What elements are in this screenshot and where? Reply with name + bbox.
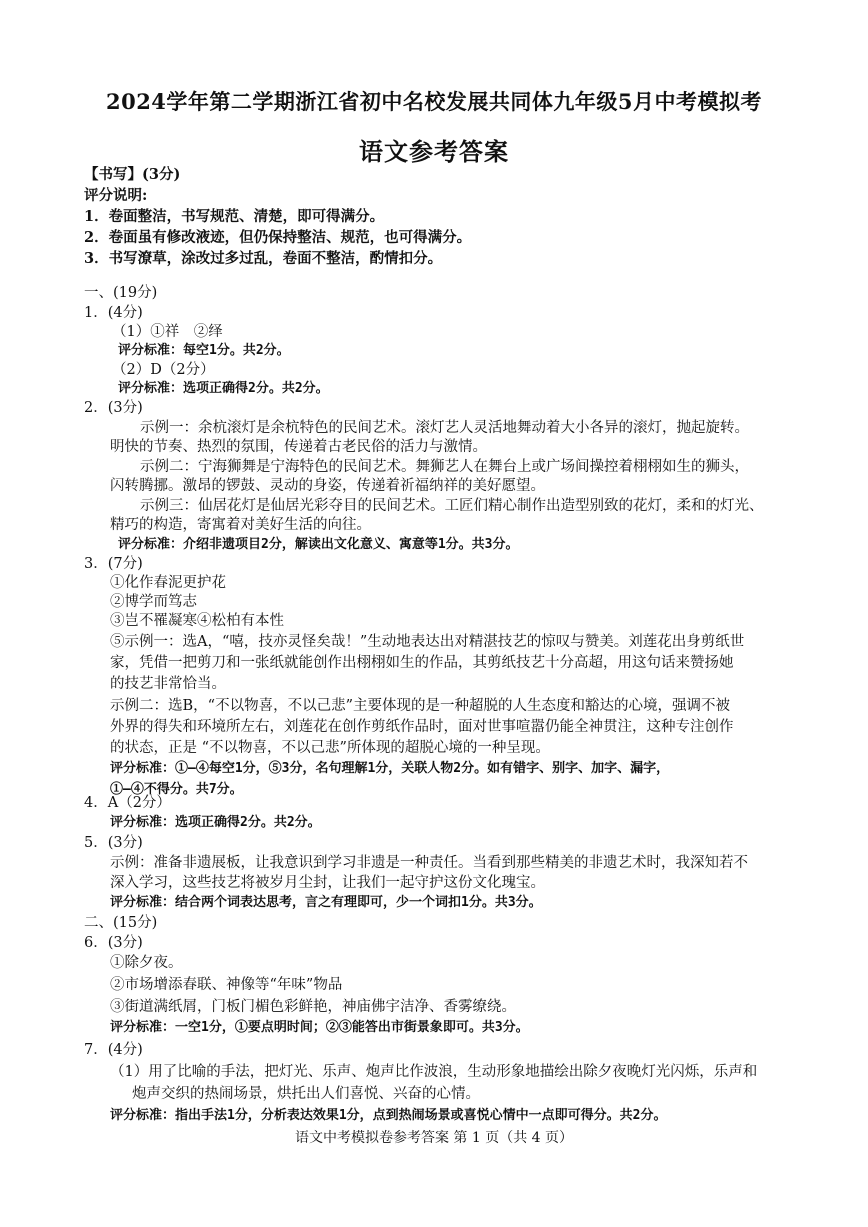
writing-heading: 【书写】(3分): [84, 166, 181, 183]
answer-line: 深入学习，这些技艺将被岁月尘封，让我们一起守护这份文化瑰宝。: [110, 875, 545, 891]
answer-line: （1）用了比喻的手法，把灯光、乐声、炮声比作波浪，生动形象地描绘出除夕夜晚灯光闪烁，乐声和: [110, 1064, 758, 1080]
answer-line: ①化作春泥更护花: [110, 575, 226, 591]
answer-line: 外界的得失和环境所左右，刘莲花在创作剪纸作品时，面对世事喧嚣仍能全神贯注，这种专注创作: [110, 719, 734, 735]
question-number: 2．(3分): [84, 400, 143, 416]
writing-criterion: 1．卷面整洁，书写规范、清楚，即可得满分。: [84, 208, 385, 225]
answer-line: ⑤示例一：选A，“嘻，技亦灵怪矣哉！”生动地表达出对精湛技艺的惊叹与赞美。刘莲花出身剪纸世: [110, 634, 745, 650]
answer-line: 示例三：仙居花灯是仙居光彩夺目的民间艺术。工匠们精心制作出造型别致的花灯，柔和的灯光、: [140, 498, 764, 514]
writing-note-label: 评分说明:: [84, 187, 148, 204]
question-number: 6．(3分): [84, 935, 143, 951]
writing-criterion: 2．卷面虽有修改液迹，但仍保持整洁、规范，也可得满分。: [84, 229, 472, 246]
answer-line: 示例二：选B，“不以物喜，不以己悲”主要体现的是一种超脱的人生态度和豁达的心境，强调不被: [110, 698, 730, 714]
section-heading: 一、(19分): [84, 285, 158, 301]
answer-line: ②博学而笃志: [110, 594, 197, 610]
grading-line: 评分标准：选项正确得2分。共2分。: [118, 381, 329, 396]
answer-line: （1）①祥 ②绎: [112, 324, 223, 340]
grading-line: 评分标准：结合两个词表达思考，言之有理即可，少一个词扣1分。共3分。: [110, 895, 542, 910]
answer-line: ①除夕夜。: [110, 955, 183, 971]
question-number: 4．A（2分）: [84, 795, 171, 811]
writing-criterion: 3．书写潦草，涂改过多过乱，卷面不整洁，酌情扣分。: [84, 250, 443, 267]
section-heading: 二、(15分): [84, 915, 158, 931]
answer-line: 示例一：余杭滚灯是余杭特色的民间艺术。滚灯艺人灵活地舞动着大小各异的滚灯，抛起旋转。: [140, 420, 749, 436]
grading-line: 评分标准：选项正确得2分。共2分。: [110, 815, 321, 830]
grading-line: 评分标准：介绍非遗项目2分，解读出文化意义、寓意等1分。共3分。: [118, 537, 519, 552]
answer-line: ②市场增添春联、神像等“年味”物品: [110, 977, 343, 993]
answer-line: 闪转腾挪。激昂的锣鼓、灵动的身姿，传递着祈福纳祥的美好愿望。: [110, 478, 545, 494]
grading-line: ①—④不得分。共7分。: [110, 782, 243, 797]
answer-line: ③岂不罹凝寒④松柏有本性: [110, 613, 284, 629]
question-number: 5．(3分): [84, 835, 143, 851]
page-title: 2024学年第二学期浙江省初中名校发展共同体九年级5月中考模拟考: [105, 89, 763, 114]
question-number: 3．(7分): [84, 556, 143, 572]
grading-line: 评分标准：指出手法1分，分析表达效果1分，点到热闹场景或喜悦心情中一点即可得分。共2分。: [110, 1108, 667, 1123]
grading-line: 评分标准：一空1分，①要点明时间；②③能答出市街景象即可。共3分。: [110, 1020, 529, 1035]
question-number: 7．(4分): [84, 1042, 143, 1058]
answer-line: 家，凭借一把剪刀和一张纸就能创作出栩栩如生的作品，其剪纸技艺十分高超，用这句话来赞扬她: [110, 655, 734, 671]
answer-line: 的技艺非常恰当。: [110, 676, 226, 692]
answer-line: 的状态，正是 “不以物喜，不以己悲”所体现的超脱心境的一种呈现。: [110, 740, 550, 756]
answer-line: 炮声交织的热闹场景，烘托出人们喜悦、兴奋的心情。: [132, 1086, 480, 1102]
page-subtitle: 语文参考答案: [359, 137, 509, 166]
answer-line: 明快的节奏、热烈的氛围，传递着古老民俗的活力与激情。: [110, 439, 487, 455]
answer-line: ③街道满纸屑，门板门楣色彩鲜艳，神庙佛宇洁净、香雾缭绕。: [110, 999, 516, 1015]
answer-line: （2）D（2分）: [112, 362, 215, 378]
grading-line: 评分标准：①—④每空1分，⑤3分，名句理解1分，关联人物2分。如有错字、别字、加字、漏字，: [110, 761, 670, 776]
answer-line: 精巧的构造，寄寓着对美好生活的向往。: [110, 517, 371, 533]
answer-line: 示例：准备非遗展板，让我意识到学习非遗是一种责任。当看到那些精美的非遗艺术时，我深知若不: [110, 855, 748, 871]
page-footer: 语文中考模拟卷参考答案 第 1 页（共 4 页）: [294, 1130, 574, 1146]
grading-line: 评分标准：每空1分。共2分。: [118, 343, 290, 358]
question-number: 1．(4分): [84, 305, 143, 321]
answer-line: 示例二：宁海狮舞是宁海特色的民间艺术。舞狮艺人在舞台上或广场间操控着栩栩如生的狮头，: [140, 459, 749, 475]
